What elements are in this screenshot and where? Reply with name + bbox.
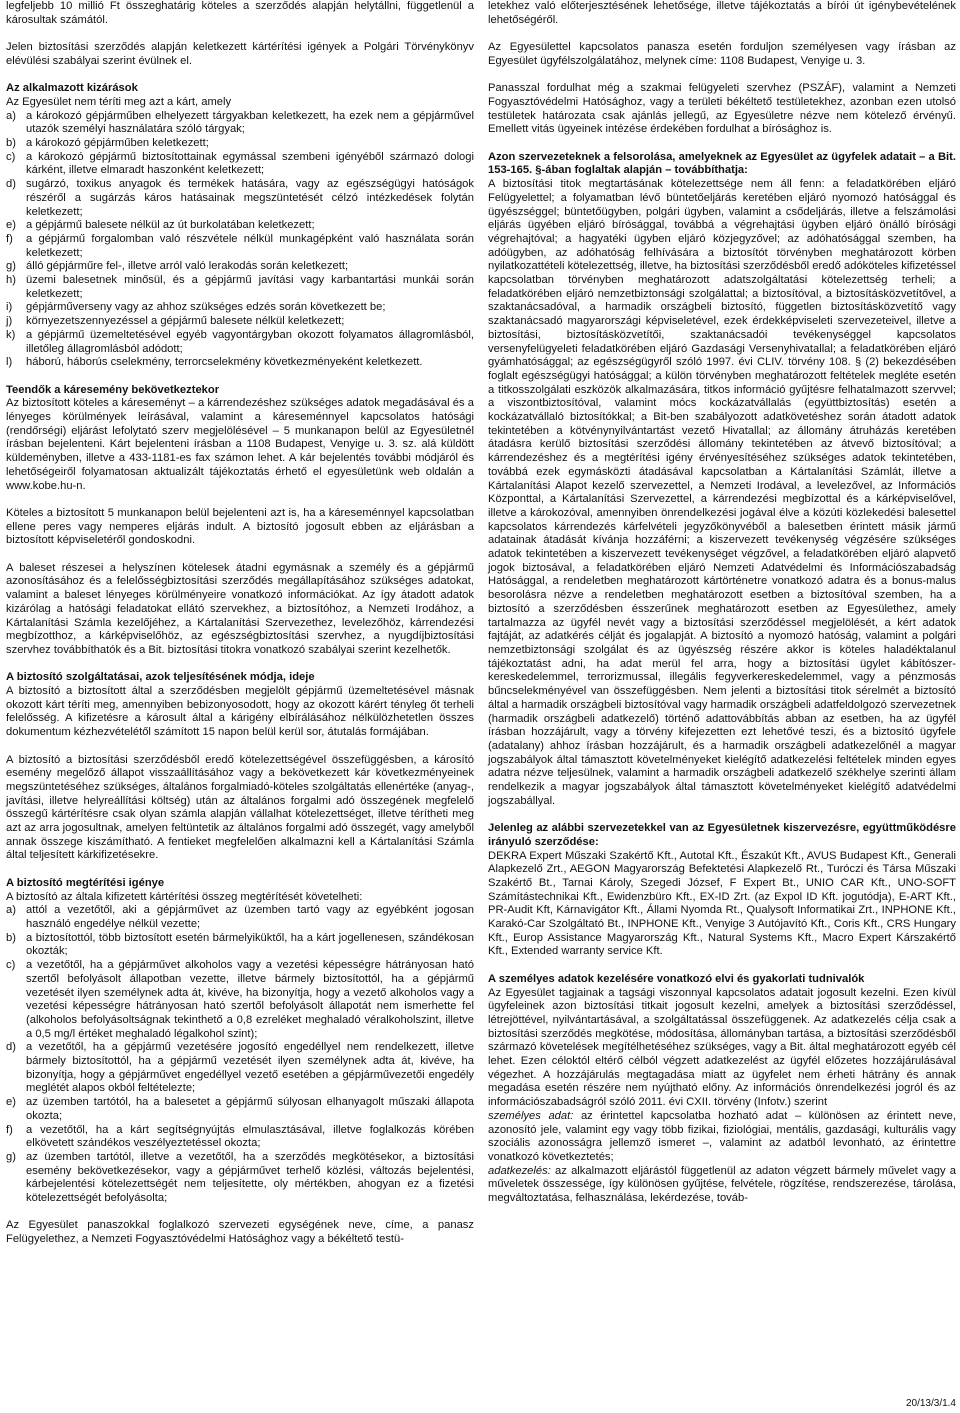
todo-paragraph-3: A baleset részesei a helyszínen kötelesek átadni egymásnak a személy és a gépjármű azonosításához és a felelősségbiztosítási szerződés megállapításához szükséges adatokat, valamint a baleset lényeges körülményeire vonatkozó információkat. Az így átadott adatok kizárólag a hatósági feladatokat ellátó szervekhez, a biztosítóhoz, a Nemzeti Irodához, a Kártalanítási Számla kezelőjéhez, a Kártalanítási Szervezethez, levelezőhöz, kárrendezési megbízotthoz, a kárképviselőhöz, az egészségbiztosítási szervhez, a nyugdíjbiztosítási szervhez továbbíthatók és a Bit. biztosítási titokra vonatkozó szabályai szerint kezelhetők. [6,561,474,656]
outsourcing-paragraph: DEKRA Expert Műszaki Szakértő Kft., Autotal Kft., Északút Kft., AVUS Budapest Kft., Generali Alapkezelő Zrt., AEGON Magyarország Befektetési Alapkezelő Rt., Turóczi és Társa Műszaki Szakértő Bt., Tarnai Károly, Szegedi József, F Expert Bt., UNIO CAR Kft., UNO-SOFT Számítástechnikai Kft., Ewidenzbüro Kft., EX-ID Zrt. (az Expol ID Kft. jogutódja), E-ART Kft., PR-Audit Kft, Kárnavigátor Kft., Állami Nyomda Rt., Qualysoft Informatikai Zrt., INPHONE Kft., Karakó-Car Szolgáltató Bt., INPHONE Kft., Venyige 3 Autójavító Kft., Coris Kft., CRS Hungary Kft., Europ Assistance Magyarország Kft., Natural Systems Kft., Macro Expert Kárszakértő Kft., Extended warranty service Kft. [488,849,956,958]
definition-text: az érintettel kapcsolatba hozható adat – különösen az érintett neve, azonosító jele, valamint egy vagy több fizikai, fiziológiai, mentális, gazdasági, kulturális vagy szociális azonosságra jellemző ismeret –, valamint az adatból levonható, az érintettre vonatkozó következtetés; [488,1109,956,1163]
list-item: a) attól a vezetőtől, aki a gépjárművet az üzemben tartó vagy az egyébként jogosan használó engedélye nélkül vezette; [6,904,474,930]
continuation-paragraph-3: Panasszal fordulhat még a szakmai felügyeleti szervhez (PSZÁF), valamint a Nemzeti Fogyasztóvédelmi Hatósághoz, vagy a területi békéltető testületekhez, azonban ezen utolsó testületek határozata csak ajánlás jellegű, az Egyesületre nézve nem kötelező érvényű. Emellett vitás ügyeinek intézése érdekében fordulhat a bírósághoz is. [488,82,956,136]
intro-paragraph-1: legfeljebb 10 millió Ft összeghatárig köteles a szerződés alapján helytállni, függetlenül a károsultak számától. [6,0,474,26]
list-item: l) háború, háborús cselekmény, terrorcselekmény következményeként keletkezett. [6,356,423,369]
data-transfer-title: Azon szervezeteknek a felsorolása, amelyeknek az Egyesület az ügyfelek adatait – a Bit. 153-165. §-ában foglaltak alapján – továbbíthatja: [488,150,956,177]
definition-data-processing [488,1165,956,1206]
document-code: 20/13/3/1.4 [905,1398,956,1409]
recourse-lead: A biztosító az általa kifizetett kártérítési összeg megtérítését követelheti: [6,890,363,903]
right-column [488,0,956,1206]
definition-term: személyes adat: [488,1109,574,1122]
list-item: b) a károkozó gépjárműben keletkezett; [6,137,209,149]
list-item: k) a gépjármű üzemeltetésével egyéb vagyontárgyban okozott folyamatos állagromlásból, illetőleg állagromlásból adódott; [6,328,474,355]
list-item: f) a gépjármű forgalomban való részvétele nélkül munkagépként való használata során keletkezett; [6,232,474,259]
data-transfer-paragraph: A biztosítási titok megtartásának kötelezettsége nem áll fenn: a feladatkörében eljáró Felügyelettel; a folyamatban lévő büntetőeljárás keretében eljáró nyomozó hatósággal és ügyészséggel; büntetőügyben, polgári ügyben, valamint a csődeljárás, illetve a felszámolási eljárás ügyében eljáró bírósággal, továbbá a végrehajtási ügyben eljáró önálló bírósági végrehajtóval; a hagyatéki ügyben eljáró közjegyzővel; az adóhatósággal szemben, ha adóügyben, az adóhatóság felhívására a biztosítót törvényben meghatározott körben nyilatkozattételi kötelezettség, illetve, ha biztosítási szerződésből eredő adóköteles kifizetéssel kapcsolatban törvényben meghatározott adatszolgáltatási kötelezettség terheli; a feladatkörében eljáró nemzetbiztonsági szolgálattal; a biztosítóval, a biztosításközvetítővel, a szaktanácsadóval, a harmadik országbeli biztosító, független biztosításközvetítő vagy szaktanácsadó magyarországi képviseletével, ezek érdekképviseleti szervezeteivel, illetve a biztosítási, biztosításközvetítői, szaktanácsadói tevékenységgel kapcsolatos versenyfelügyeleti feladatkörében eljáró Gazdasági Versenyhivatallal; a feladatkörében eljáró gyámhatósággal; az egészségügyről szóló 1997. évi CLIV. törvény 108. § (2) bekezdésében foglalt egészségügyi hatósággal; a külön törvényben meghatározott feltételek megléte esetén a titkosszolgálati eszközök alkalmazására, titkos információ gyűjtésre felhatalmazott szervvel; a viszontbiztosítóval, valamint mócs kockázatvállalás (együttbiztosítás) esetén a kockázatvállaló biztosítókkal; a Bit-ben szabályozott adatkövetéshez során átadott adatok tekintetében a kötvénynyilvántartást vezető Hivatallal; az állomány átruházás keretében átadásra kerülő biztosítási szerződési állomány tekintetében az átvevő biztosítóval; a kárrendezéshez és a megtérítési igény érvényesítéséhez szükséges adatok tekintetében, továbbá ezek egymásközti átadásával kapcsolatban a Kártalanítási Számlát, illetve a Kártalanítási Alapot kezelő szervezettel, a Nemzeti Irodával, a levelezővel, az Információs Központtal, a Kártalanítási Szervezettel, a kárrendezési megbízottal és a kárképviselővel, illetve a károkozóval, amennyiben önrendelkezési jogával élve a közúti közlekedési balesettel kapcsolatos kárrendezés kárfelvételi jegyzőkönyvéből a balesetben érintett másik jármű adatainak átadását kívánja hozzáférni; a kiszervezett tevékenység végzésére szükséges adatok tekintetében a kiszervezett tevékenységet végzővel, a feladatkörében eljáró alapvető jogok biztosával, a feladatkörében eljáró Nemzeti Adatvédelmi és Információszabadság Hatósággal, a rendeletben meghatározott kártörténetre vonatkozó adatra és a bonus-malus besorolásra nézve a rendeletben meghatározott esetben a biztosítóval szemben, ha a biztosító a szerződésben ésszerűnek meghatározott esetben az Egyesülethez, amely tartalmazza az ügyfél nevét vagy a biztosítási szerződéssel megjelölését, a kért adatok fajtáját, az adatkérés célját és jogalapját. A biztosító a nyomozó hatóság, valamint a polgári nemzetbiztonsági szolgálat és az ügyészség részére akkor is köteles haladéktalanul tájékoztatást adni, ha adat merül fel arra, hogy a biztosítási ügylet kábítószer-kereskedelemmel, terrorizmussal, illegális fegyverkereskedelemmel, vagy a pénzmosás bűncselekményével van összefüggésben. Nem jelenti a biztosítási titok sérelmét a biztosító által a harmadik országbeli biztosítóval vagy harmadik országbeli adatfeldolgozó szervezetnek (harmadik országbeli adatkezelő) történő adattovábbítás abban az esetben, ha az ügyfél írásban hozzájárult, vagy a törvény kifejezetten ezt lehetővé teszi, és a biztosító ügyfele (adatalany) ahhoz írásban hozzájárult, és a harmadik országbeli adatkezelőnél a magyar jogszabályok által támasztott követelményeket kielégítő adatkezelési feltételek minden egyes adatra nézve teljesülnek, valamint a harmadik országbeli adatkezelő székhelye szerinti állam rendelkezik a magyar jogszabályok által támasztott követelményeket kielégítő adatvédelmi jogszabállyal. [488,178,956,807]
continuation-paragraph-1: letekhez való előterjesztésének lehetősége, illetve tájékoztatás a bírói út igénybevételének lehetőségéről. [488,0,956,26]
list-item: j) környezetszennyezéssel a gépjármű balesete nélkül keletkezett; [6,315,345,328]
definition-text: az alkalmazott eljárástól függetlenül az adaton végzett bármely művelet vagy a műveletek összessége, így különösen gyűjtése, felvétele, rögzítése, rendszerezése, tárolása, megváltoztatása, felhasználása, lekérdezése, továb- [488,1164,956,1205]
list-item: c) a vezetőtől, ha a gépjárművet alkoholos vagy a vezetési képességre hátrányosan ható szertől befolyásolt állapotban vezette, illetve bármely biztosítottól, ha a gépjármű vezetését ilyen személynek adta át, kivéve, ha bizonyítja, hogy a vezető alkoholos vagy a vezetési képességre hátrányosan ható szertől befolyásolt állapotát nem ismerhette fel (alkoholos befolyásoltságnak tekinthető a 0,8 ezreléket meghaladó véralkoholszint, illetve a 0,5 mg/l értéket meghaladó légalkohol szint); [6,959,474,1040]
services-paragraph-1: A biztosító a biztosított által a szerződésben megjelölt gépjármű üzemeltetésével másnak okozott kárt téríti meg, amennyiben bebizonyosodott, hogy az okozott kárért tényleg őt terheli felelősség. A kifizetésre a károsult által a kárigény elbírálásához nélkülözhetetlen összes dokumentum kézhezvételétől számított 15 napon belül kerül sor, átutalás formájában. [6,685,474,739]
list-item: b) a biztosítottól, több biztosított esetén bármelyiküktől, ha a kárt jogellenesen, szándékosan okozták; [6,931,474,958]
outsourcing-title: Jelenleg az alábbi szervezetekkel van az Egyesületnek kiszervezésre, együttműködésre irányuló szerződése: [488,822,956,848]
list-item: e) a gépjármű balesete nélkül az út burkolatában keletkezett; [6,219,315,232]
list-item: g) az üzemben tartótól, illetve a vezetőtől, ha a szerződés megkötésekor, a biztosítási esemény bekövetkezésekor, vagy a gépjárművet terhelő közlési, változás bejelentési, kárbejelentési kötelezettségét nem teljesítette, oly mértékben, ahogyan ez a fizetési kötelezettségét befolyásolta; [6,1150,474,1205]
services-paragraph-2: A biztosító a biztosítási szerződésből eredő kötelezettségével összefüggésben, a károsító esemény megelőző állapot visszaállításához vagy a bekövetkezett kár következményeinek megszüntetéséhez szükséges, általános forgalmiadó-köteles szolgáltatás ellenértéke (anyag-, javítási, illetve helyreállítási költség) után az általános forgalmi adó összegének megfelelő összegű kártérítésre csak olyan számla alapján vállalhat kötelezettséget, illetve térítheti meg azt az arra jogosultnak, amelyen feltüntetik az általános forgalmi adó összegét, vagy amelyből annak összege kiszámítható. A fentieket megfelelően alkalmazni kell a Kártalanítási Számla által teljesített kárkifizetésekre. [6,753,474,862]
list-item: a) a károkozó gépjárműben elhelyezett tárgyakban keletkezett, ha ezek nem a gépjárművel utazók személyi használatára szóló tárgyak; [6,109,474,136]
personal-data-paragraph: Az Egyesület tagjainak a tagsági viszonnyal kapcsolatos adatait jogosult kezelni. Ezen kívül ügyfeleinek azon biztosítási titkait jogosult kezelni, amelyek a biztosítási szerződéssel, létrejöttével, nyilvántartásával, a szolgáltatással összefüggenek. Az adatkezelés célja csak a biztosítási szerződés megkötése, módosítása, állományban tartása, a biztosítási szerződésből származó követelések megítélhetéséhez szükséges, vagy a Bit. által meghatározott egyéb cél lehet. Ezen céloktól eltérő célból végzett adatkezelést az ügyfél előzetes hozzájárulásával végezhet. A hozzájárulás megtagadása miatt az ügyfelet nem érheti hátrány és annak megadása esetén részére nem nyújtható előny. Az információs önrendelkezési jogról és az információszabadságról szóló 2011. évi CXII. törvény (Infotv.) szerint [488,986,956,1109]
continuation-paragraph-2: Az Egyesülettel kapcsolatos panasza esetén forduljon személyesen vagy írásban az Egyesület ügyfélszolgálatához, melynek címe: 1108 Budapest, Venyige u. 3. [488,41,956,67]
todo-paragraph-1: Az biztosított köteles a káreseményt – a kárrendezéshez szükséges adatok megadásával és a lényeges körülmények leírásával, valamint a káreseménnyel kapcsolatos hatósági (rendőrségi) eljárást lefolytató szerv megjelölésével – 5 munkanapon belül az Egyesületnél írásban bejelenteni. Kárt bejelenteni írásban a 1108 Budapest, Venyige u. 3. sz. alá küldött küldeményben, illetve a 433-1181-es fax számon lehet. A kár bejelentés további módjáról és lehetőségeiről folyamatosan aktualizált tájékoztatás érhető el egyesületünk web oldalán a www.kobe.hu-n. [6,397,474,492]
personal-data-title: A személyes adatok kezelésére vonatkozó elvi és gyakorlati tudnivalók [488,972,865,985]
list-item: h) üzemi balesetnek minősül, és a gépjármű javítási vagy karbantartási munkái során keletkezett; [6,274,474,300]
list-item: c) a károkozó gépjármű biztosítottainak egymással szembeni igényéből származó dologi kárként, illetve elmaradt haszonként keletkezett; [6,150,474,177]
recourse-title: A biztosító megtérítési igénye [6,876,165,889]
list-item: g) álló gépjárműre fel-, illetve arról való lerakodás során keletkezett; [6,260,349,273]
left-column [6,0,474,1247]
todo-paragraph-2: Köteles a biztosított 5 munkanapon belül bejelenteni azt is, ha a káreseménnyel kapcsolatban ellene peres vagy nemperes eljárás indult. A biztosító jogosult ebben az eljárásban a biztosított képviseletéről gondoskodni. [6,506,474,547]
services-title: A biztosító szolgáltatásai, azok teljesítésének módja, ideje [6,671,315,684]
list-item: d) sugárzó, toxikus anyagok és termékek hatására, vagy az egészségügyi hatóságok részéről a sugárzás káros hatásainak megszüntetését célzó intézkedések folytán keletkezett; [6,178,474,218]
definition-term: adatkezelés: [488,1164,551,1177]
list-item: i) gépjárműverseny vagy az ahhoz szükséges edzés során következett be; [6,301,386,314]
list-item: e) az üzemben tartótól, ha a balesetet a gépjármű súlyosan elhanyagolt műszaki állapota okozta; [6,1096,474,1122]
recourse-list [6,904,474,1205]
exclusions-title: Az alkalmazott kizárások [6,82,138,95]
exclusions-list [6,110,474,370]
exclusions-lead: Az Egyesület nem téríti meg azt a kárt, amely [6,95,232,108]
intro-paragraph-2: Jelen biztosítási szerződés alapján keletkezett kártérítési igények a Polgári Törvénykönyv elévülési szabályai szerint évülnek el. [6,41,474,67]
complaints-paragraph: Az Egyesület panaszokkal foglalkozó szervezeti egységének neve, címe, a panasz Felügyelethez, a Nemzeti Fogyasztóvédelmi Hatósághoz vagy a békéltető testü- [6,1219,474,1246]
todo-title: Teendők a káresemény bekövetkeztekor [6,383,220,396]
list-item: f) a vezetőtől, ha a kárt segítségnyújtás elmulasztásával, illetve foglalkozás körében elkövetett szándékos veszélyeztetéssel okozta; [6,1123,474,1150]
list-item: d) a vezetőtől, ha a gépjármű vezetésére jogosító engedéllyel nem rendelkezett, illetve bármely biztosítottól, ha a gépjármű vezetését ilyen személynek adta át, kivéve, ha bizonyítja, hogy a gépjárművet engedéllyel vezető esetében a gépjárművezetői engedély meglétét alapos okból feltételezte; [6,1041,474,1095]
definition-personal-data [488,1110,956,1165]
